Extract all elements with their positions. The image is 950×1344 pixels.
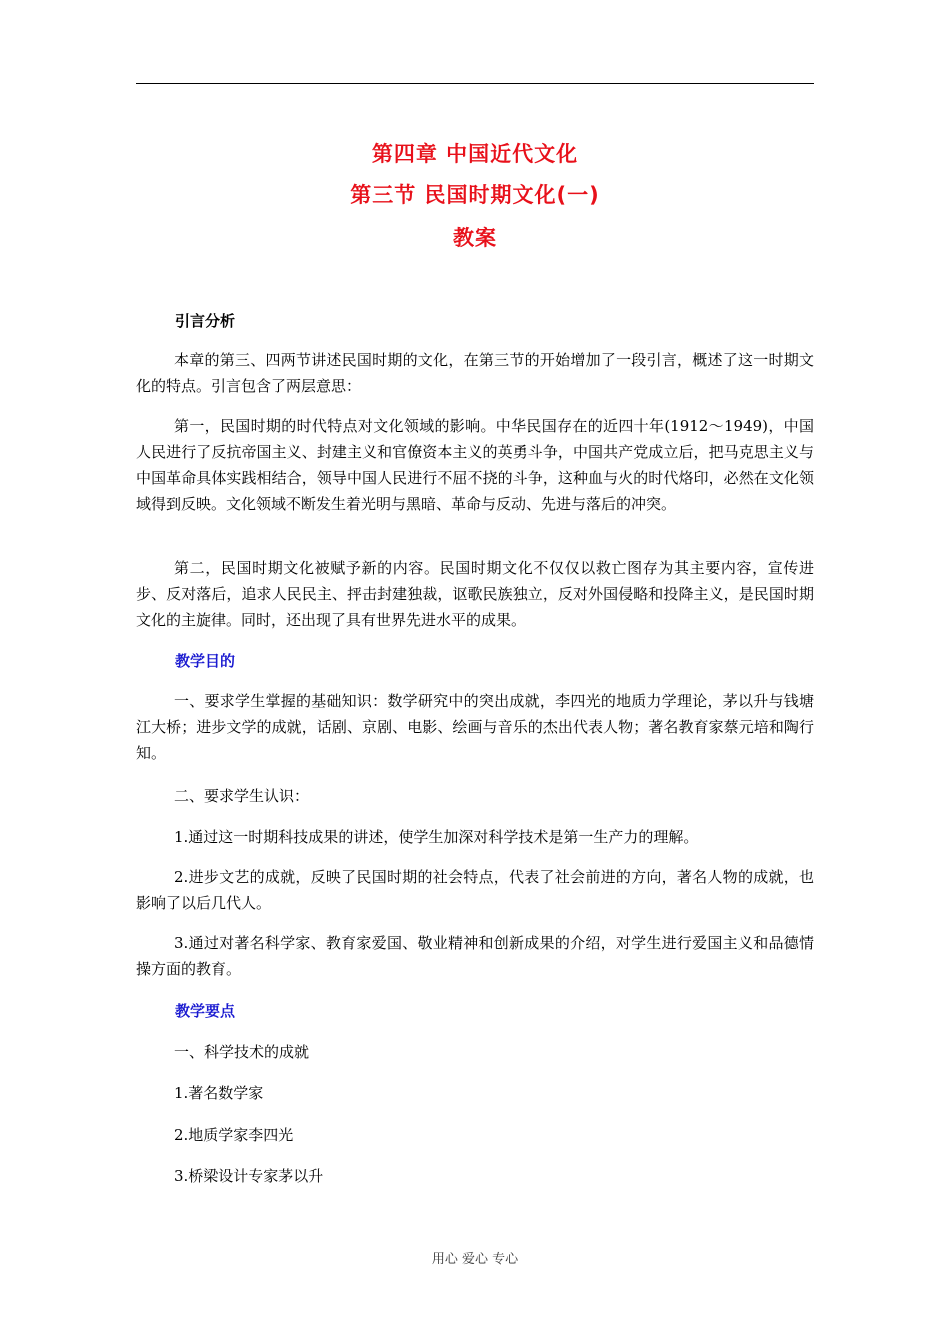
section-title: 第三节 民国时期文化(一)	[350, 183, 600, 207]
heading-intro: 引言分析	[175, 312, 236, 330]
paragraph-second-point: 第二，民国时期文化被赋予新的内容。民国时期文化不仅仅以救亡图存为其主要内容，宣传进步、反对落后，追求人民民主、抨击封建独裁，讴歌民族独立，反对外国侵略和投降主义，是民国时期文化的主旋律。同时，还出现了具有世界先进水平的成果。	[136, 559, 814, 629]
paragraph-goal-1: 一、要求学生掌握的基础知识：数学研究中的突出成就，李四光的地质力学理论，茅以升与钱塘江大桥；进步文学的成就，话剧、京剧、电影、绘画与音乐的杰出代表人物；著名教育家蔡元培和陶行知。	[136, 692, 814, 762]
paragraph-goal-4: 2.进步文艺的成就，反映了民国时期的社会特点，代表了社会前进的方向，著名人物的成就，也影响了以后几代人。	[136, 868, 814, 912]
paragraph-key-4: 3.桥梁设计专家茅以升	[174, 1167, 324, 1185]
paragraph-key-3: 2.地质学家李四光	[174, 1126, 294, 1144]
page-footer: 用心 爱心 专心	[431, 1252, 519, 1267]
paragraph-intro: 本章的第三、四两节讲述民国时期的文化，在第三节的开始增加了一段引言，概述了这一时期文化的特点。引言包含了两层意思：	[136, 351, 814, 395]
doc-type-title: 教案	[453, 226, 497, 250]
paragraph-key-2: 1.著名数学家	[174, 1084, 264, 1102]
paragraph-goal-2: 二、要求学生认识：	[174, 787, 310, 805]
paragraph-first-point: 第一，民国时期的时代特点对文化领域的影响。中华民国存在的近四十年(1912～1949)，中国人民进行了反抗帝国主义、封建主义和官僚资本主义的英勇斗争，中国共产党成立后，把马克思主义与中国革命具体实践相结合，领导中国人民进行不屈不挠的斗争，这种血与火的时代烙印，必然在文化领域得到反映。文化领域不断发生着光明与黑暗、革命与反动、先进与落后的冲突。	[136, 417, 814, 513]
chapter-title: 第四章 中国近代文化	[371, 142, 579, 166]
paragraph-key-1: 一、科学技术的成就	[174, 1043, 310, 1061]
header-rule	[136, 83, 814, 84]
paragraph-goal-5: 3.通过对著名科学家、教育家爱国、敬业精神和创新成果的介绍，对学生进行爱国主义和品德情操方面的教育。	[136, 934, 814, 978]
heading-goals: 教学目的	[175, 652, 236, 670]
paragraph-goal-3: 1.通过这一时期科技成果的讲述，使学生加深对科学技术是第一生产力的理解。	[174, 828, 699, 846]
heading-key-points: 教学要点	[175, 1002, 236, 1020]
